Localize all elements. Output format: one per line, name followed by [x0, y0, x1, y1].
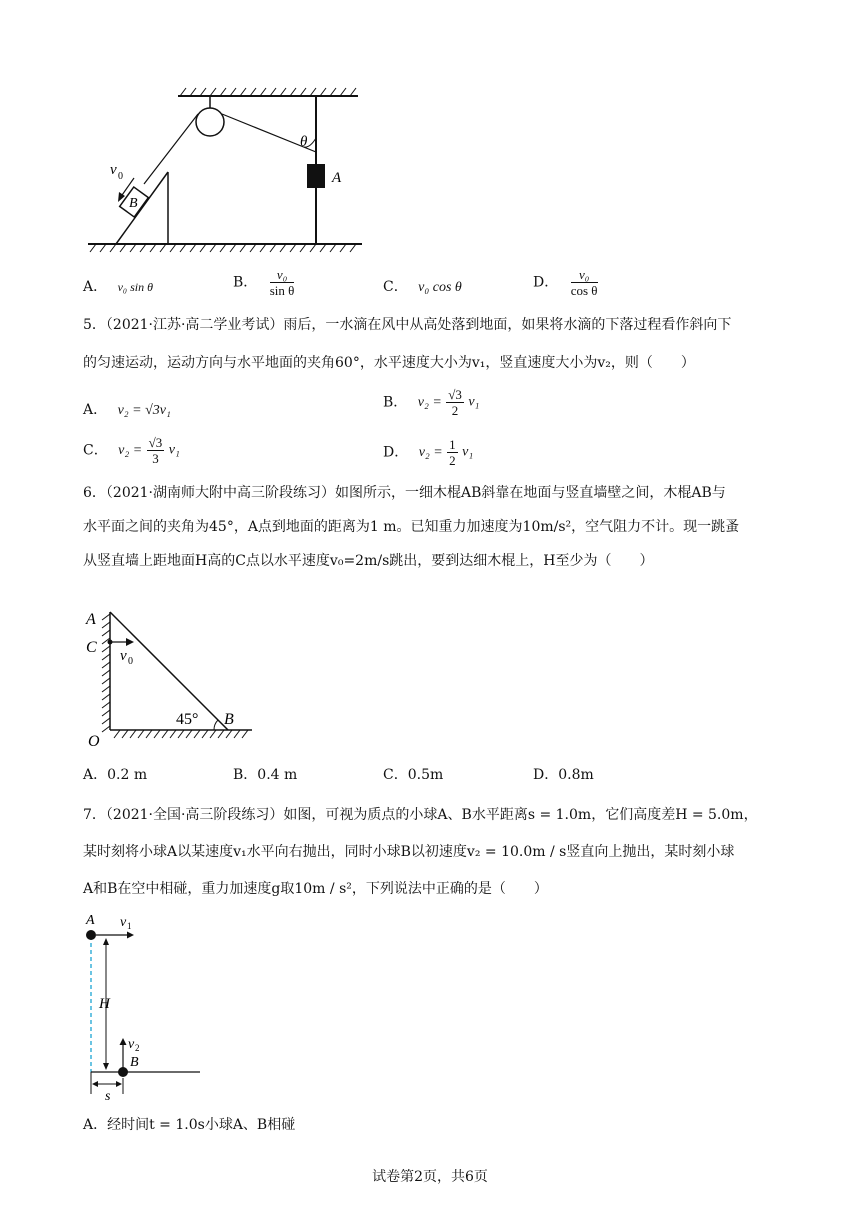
option-text: 0.4 m: [257, 767, 298, 783]
option-letter: A．: [83, 767, 108, 783]
option-letter: C．: [383, 767, 408, 783]
theta-label: θ: [300, 134, 308, 150]
h-label: H: [99, 996, 110, 1012]
option-text: v₀ cos θ: [418, 280, 462, 295]
option-letter: C．: [383, 279, 408, 295]
option-letter: C．: [83, 442, 108, 459]
wall-stick-diagram: [80, 582, 270, 752]
q6-option-a[interactable]: [83, 768, 147, 782]
pulley-diagram: [80, 80, 380, 260]
projectile-diagram: [80, 912, 210, 1102]
q7-option-a[interactable]: A．经时间t = 1.0s小球A、B相碰: [83, 1117, 296, 1133]
option-letter: B．: [383, 394, 408, 411]
label-b: B: [129, 196, 138, 211]
label-b: B: [224, 711, 234, 728]
option-letter: B．: [233, 767, 258, 783]
v2-sub: 2: [135, 1043, 140, 1053]
option-lhs: v₂ =: [118, 442, 143, 458]
fraction-denominator: 2: [451, 403, 459, 418]
block-a: [307, 164, 325, 188]
page-footer: 试卷第2页，共6页: [372, 1169, 488, 1185]
q4-option-d[interactable]: [533, 268, 598, 297]
option-letter: A．: [83, 402, 108, 418]
label-a: A: [86, 611, 96, 628]
v1-sub: 1: [127, 921, 132, 931]
option-text: 0.8m: [558, 767, 594, 783]
q6-stem-line2: 水平面之间的夹角为45°，A点到地面的距离为1 m。已知重力加速度为10m/s²，空气阻力不计。现一跳蚤: [83, 519, 740, 535]
option-rhs: v₁: [168, 442, 180, 458]
q6-option-c[interactable]: [383, 768, 443, 782]
option-text: v₂ = √3v₁: [117, 403, 171, 418]
label-o: O: [88, 733, 100, 750]
q5-stem-line2: 的匀速运动，运动方向与水平地面的夹角60°，水平速度大小为v₁，竖直速度大小为v₂，则（ ）: [83, 355, 695, 371]
option-rhs: v₁: [468, 394, 480, 410]
q5-option-a[interactable]: [83, 403, 171, 418]
ball-b: [118, 1067, 128, 1077]
fraction-denominator: sin θ: [269, 283, 295, 298]
q6-stem-line1: 6．（2021·湖南师大附中高三阶段练习）如图所示，一细木棍AB斜靠在地面与竖直墙壁之间，木棍AB与: [83, 485, 726, 501]
v0-label: v: [120, 648, 127, 664]
q7-stem-line1: 7．（2021·全国·高三阶段练习）如图，可视为质点的小球A、B水平距离s = 1.0m，它们高度差H = 5.0m，: [83, 807, 758, 823]
v2-label: v: [128, 1037, 135, 1052]
label-a: A: [332, 170, 342, 186]
q5-option-c[interactable]: [83, 436, 180, 465]
q4-option-b[interactable]: [233, 268, 294, 297]
fraction-denominator: 3: [152, 451, 159, 466]
label-c: C: [86, 639, 97, 656]
option-rhs: v₁: [462, 444, 474, 460]
ball-a: [86, 930, 96, 940]
fraction-numerator: v₀: [571, 268, 598, 283]
q6-option-b[interactable]: [233, 768, 297, 782]
v0-sub: 0: [118, 171, 123, 182]
fraction-denominator: cos θ: [570, 283, 598, 298]
option-text: 0.2 m: [107, 767, 148, 783]
option-text: v₀ sin θ: [117, 280, 153, 294]
v0-label: v: [110, 162, 117, 178]
q7-stem-line2: 某时刻将小球A以某速度v₁水平向右抛出，同时小球B以初速度v₂ = 10.0m / s竖直向上抛出，某时刻小球: [83, 844, 735, 860]
q6-stem-line3: 从竖直墙上距地面H高的C点以水平速度v₀=2m/s跳出，要到达细木棍上，H至少为（ ）: [83, 553, 654, 569]
q5-option-b[interactable]: [383, 388, 479, 417]
s-label: s: [105, 1089, 111, 1102]
q4-option-a[interactable]: [83, 280, 153, 294]
option-letter: D．: [533, 274, 559, 291]
v0-sub: 0: [128, 656, 133, 667]
option-text: 0.5m: [407, 767, 444, 783]
q5-stem-line1: 5．（2021·江苏·高二学业考试）雨后，一水滴在风中从高处落到地面，如果将水滴的下落过程看作斜向下: [83, 317, 732, 333]
fraction-numerator: v₀: [270, 268, 295, 283]
fraction-numerator: 1: [449, 437, 456, 452]
label-a: A: [86, 913, 95, 928]
option-lhs: v₂ =: [418, 444, 443, 460]
option-lhs: v₂ =: [417, 394, 442, 410]
option-letter: D．: [533, 767, 559, 783]
fraction-denominator: 2: [449, 453, 456, 468]
q7-stem-line3: A和B在空中相碰，重力加速度g取10m / s²，下列说法中正确的是（ ）: [83, 881, 548, 897]
q4-option-c[interactable]: [383, 280, 462, 295]
option-letter: B．: [233, 274, 258, 291]
fraction-numerator: √3: [448, 387, 462, 402]
option-letter: A．: [83, 279, 108, 295]
v1-label: v: [120, 915, 127, 930]
fraction-numerator: √3: [148, 435, 163, 450]
label-b: B: [130, 1055, 139, 1070]
q5-option-d[interactable]: [383, 438, 473, 467]
angle-label: 45°: [176, 711, 199, 728]
option-letter: D．: [383, 444, 409, 461]
q6-option-d[interactable]: [533, 768, 594, 782]
